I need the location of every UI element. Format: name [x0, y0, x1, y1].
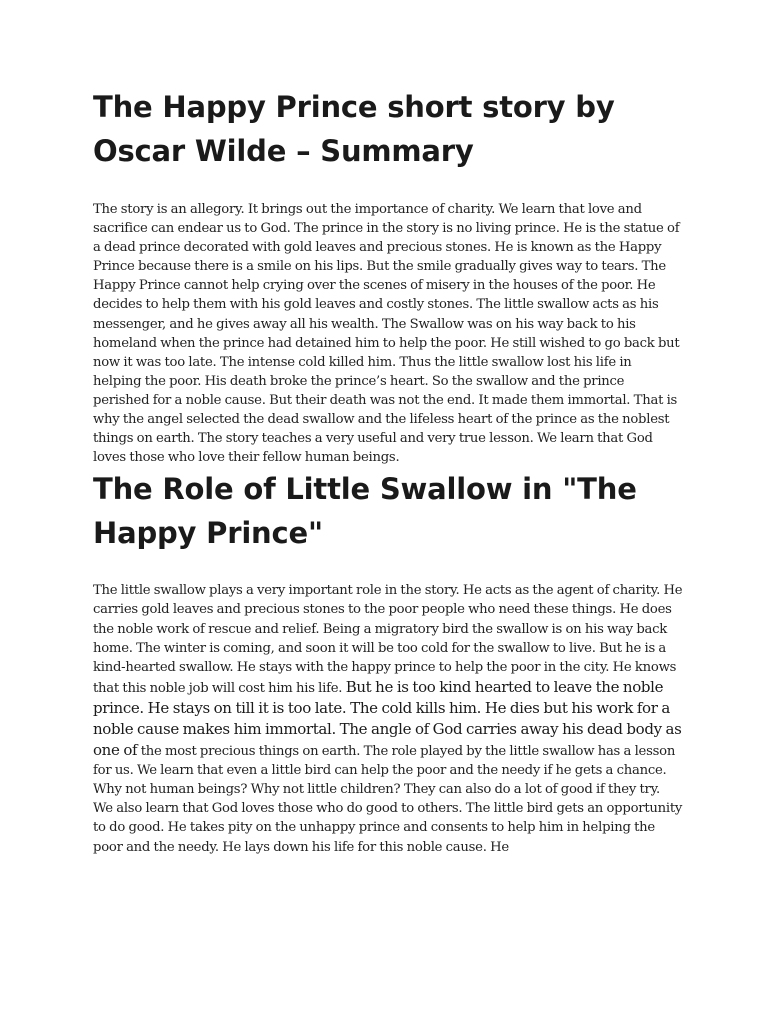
role-text-part3: the most precious things on earth. The role played by the little swallow has a lesson for us. We learn that even a little bird can help the poor and the needy if he gets a chance. Why not human beings? Why not little children? They can also do a lot of good if they try. We also learn that God loves those who do good to others. The little bird gets an opportunity to do good. He takes pity on the unhappy prince and consents to help him in helping the poor and the needy. He lays down his life for this noble cause. He: [93, 744, 683, 855]
section-title: The Role of Little Swallow in "The Happy Prince": [93, 472, 637, 551]
article: [93, 85, 683, 857]
article-title: The Happy Prince short story by Oscar Wilde – Summary: [93, 90, 615, 168]
role-text-large: But he is too kind hearted to leave the noble prince. He stays on till it is too late. The cold kills him. He dies but his work for a noble cause makes him immortal. The angle of God carries away his dead body as one of: [93, 677, 682, 760]
role-text-part1: The little swallow plays a very important role in the story. He acts as the agent of charity. He carries gold leaves and precious stones to the poor people who need these things. He does the noble work of rescue and relief. Being a migratory bird the swallow is on his way back home. The winter is coming, and soon it will be too cold for the swallow to live. But he is a kind-hearted swallow. He stays with the happy prince to help the poor in the city. He knows that this noble job will cost him his life.: [93, 583, 683, 696]
summary-paragraph: The story is an allegory. It brings out the importance of charity. We learn that love and sacrifice can endear us to God. The prince in the story is no living prince. He is the statue of a dead prince decorated with gold leaves and precious stones. He is known as the Happy Prince because there is a smile on his lips. But the smile gradually gives way to tears. The Happy Prince cannot help crying over the scenes of misery in the houses of the poor. He decides to help them with his gold leaves and costly stones. The little swallow acts as his messenger, and he gives away all his wealth. The Swallow was on his way back to his homeland when the prince had detained him to help the poor. He still wished to go back but now it was too late. The intense cold killed him. Thus the little swallow lost his life in helping the poor. His death broke the prince’s heart. So the swallow and the prince perished for a noble cause. But their death was not the end. It made them immortal. That is why the angel selected the dead swallow and the lifeless heart of the prince as the noblest things on earth. The story teaches a very useful and very true lesson. We learn that God loves those who love their fellow human beings.: [93, 202, 680, 466]
role-paragraph: [93, 581, 683, 856]
